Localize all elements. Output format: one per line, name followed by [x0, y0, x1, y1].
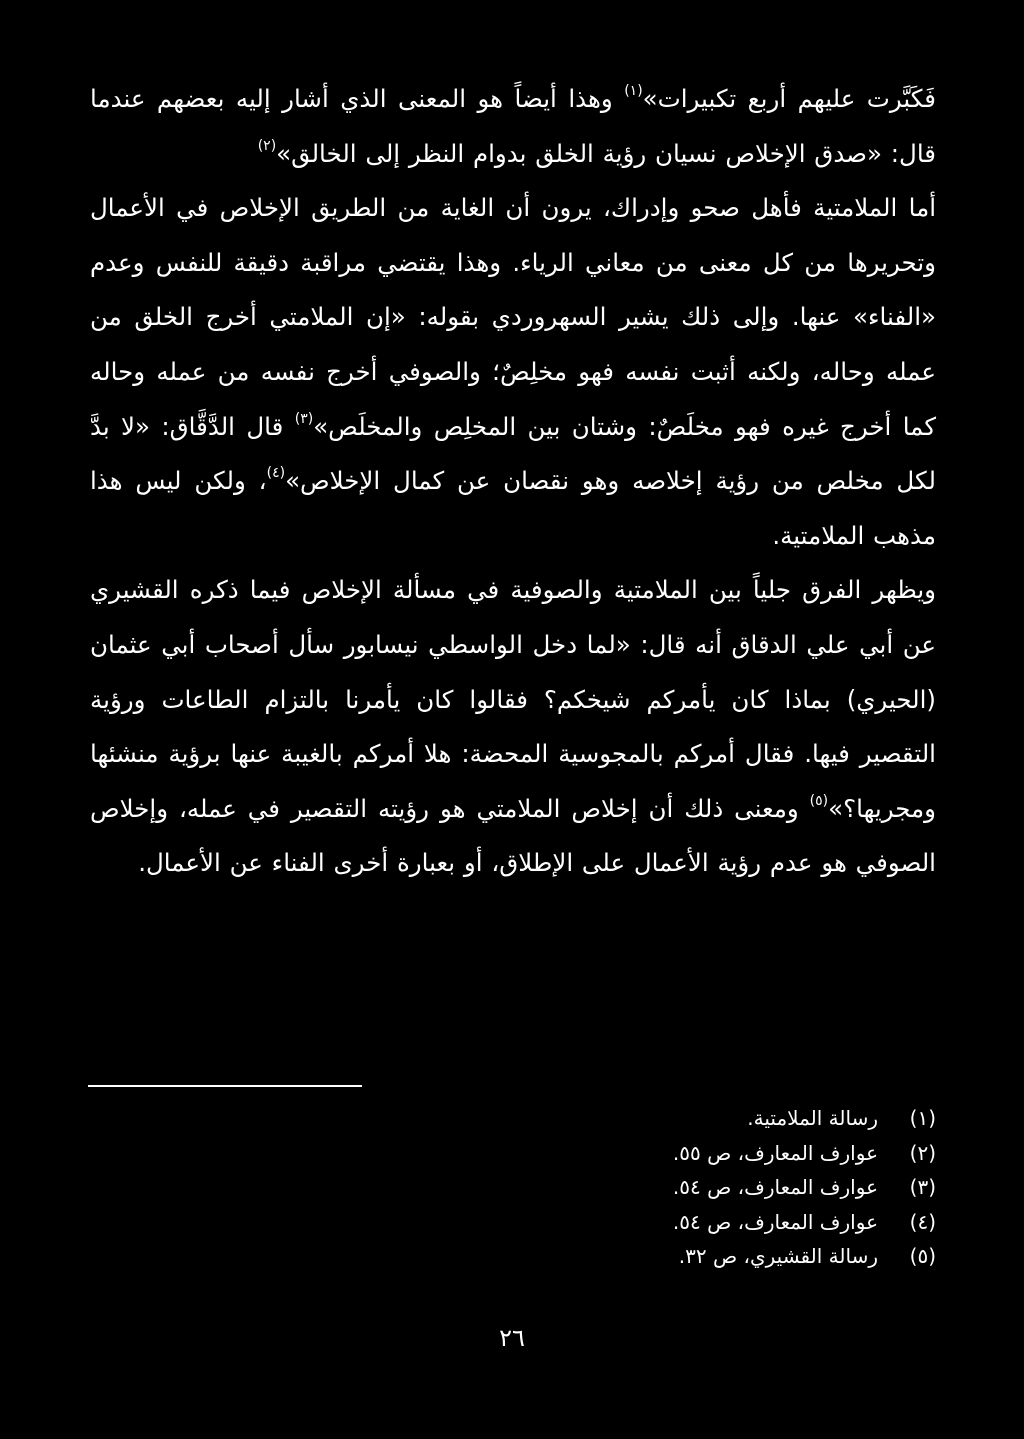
footnote-text: عوارف المعارف، ص ٥٥.	[672, 1140, 878, 1165]
paragraph-text: وهذا أيضاً هو المعنى الذي أشار إليه بعضهم عندما قال: «صدق الإخلاص نسيان رؤية الخلق بدوام النظر إلى الخالق»	[90, 84, 936, 168]
paragraph-text: فَكَبَّرت عليهم أربع تكبيرات»	[642, 84, 936, 113]
footnote	[300, 1101, 936, 1136]
paragraph-text: أما الملامتية فأهل صحو وإدراك، يرون أن الغاية من الطريق الإخلاص في الأعمال وتحريرها من كل معنى من معاني الرياء. وهذا يقتضي مراقبة دقيقة للنفس وعدم «الفناء» عنها. وإلى ذلك يشير السهروردي بقوله: «إن الملامتي أخرج الخلق من عمله وحاله، ولكنه أثبت نفسه فهو مخلِصٌ؛ والصوفي أخرج نفسه من عمله وحاله كما أخرج غيره فهو مخلَصٌ: وشتان بين المخلِص والمخلَص»	[90, 193, 936, 441]
footnote-number: (٥)	[909, 1244, 936, 1268]
footnote	[300, 1170, 936, 1205]
footnote-ref: (٤)	[266, 465, 286, 482]
footnote-text: عوارف المعارف، ص ٥٤.	[672, 1209, 878, 1234]
paragraph-text: ويظهر الفرق جلياً بين الملامتية والصوفية في مسألة الإخلاص فيما ذكره القشيري عن أبي علي الدقاق أنه قال: «لما دخل الواسطي نيسابور سأل أصحاب أبي عثمان (الحيري) بماذا كان يأمركم شيخكم؟ فقالوا كان يأمرنا بالتزام الطاعات ورؤية التقصير فيها. فقال أمركم بالمجوسية المحضة: هلا أمركم بالغيبة عنها برؤية منشئها ومجريها؟»	[90, 575, 936, 823]
footnote-text: رسالة الملامتية.	[747, 1106, 878, 1130]
footnote-ref: (١)	[624, 83, 643, 99]
paragraph	[90, 181, 936, 563]
footnotes-list	[300, 1101, 936, 1274]
footnote-text: رسالة القشيري، ص ٣٢.	[678, 1244, 878, 1268]
footnote-number: (٢)	[909, 1140, 936, 1165]
footnote-number: (٣)	[909, 1175, 936, 1199]
footnote-number: (١)	[909, 1106, 936, 1130]
footnote-ref: (٥)	[809, 792, 829, 809]
footnote-text: عوارف المعارف، ص ٥٤.	[672, 1175, 878, 1199]
footnote	[300, 1239, 936, 1274]
footnote-divider	[88, 1085, 362, 1087]
footnote-number: (٤)	[909, 1209, 936, 1234]
footnote	[300, 1136, 936, 1171]
paragraph-text: ، ولكن ليس هذا مذهب الملامتية.	[90, 466, 936, 550]
main-text	[90, 72, 936, 891]
footnote-ref: (٢)	[257, 137, 277, 154]
page-number: ٢٦	[499, 1324, 525, 1352]
paragraph	[90, 72, 936, 181]
footnote	[300, 1205, 936, 1240]
paragraph-text: ومعنى ذلك أن إخلاص الملامتي هو رؤيته التقصير في عمله، وإخلاص الصوفي هو عدم رؤية الأعمال على الإطلاق، أو بعبارة أخرى الفناء عن الأعمال.	[90, 793, 936, 878]
footnote-ref: (٣)	[294, 410, 314, 427]
paragraph-text: قال الدَّقَّاق: «لا بدَّ لكل مخلص من رؤية إخلاصه وهو نقصان عن كمال الإخلاص»	[90, 411, 936, 496]
paragraph	[90, 563, 936, 891]
